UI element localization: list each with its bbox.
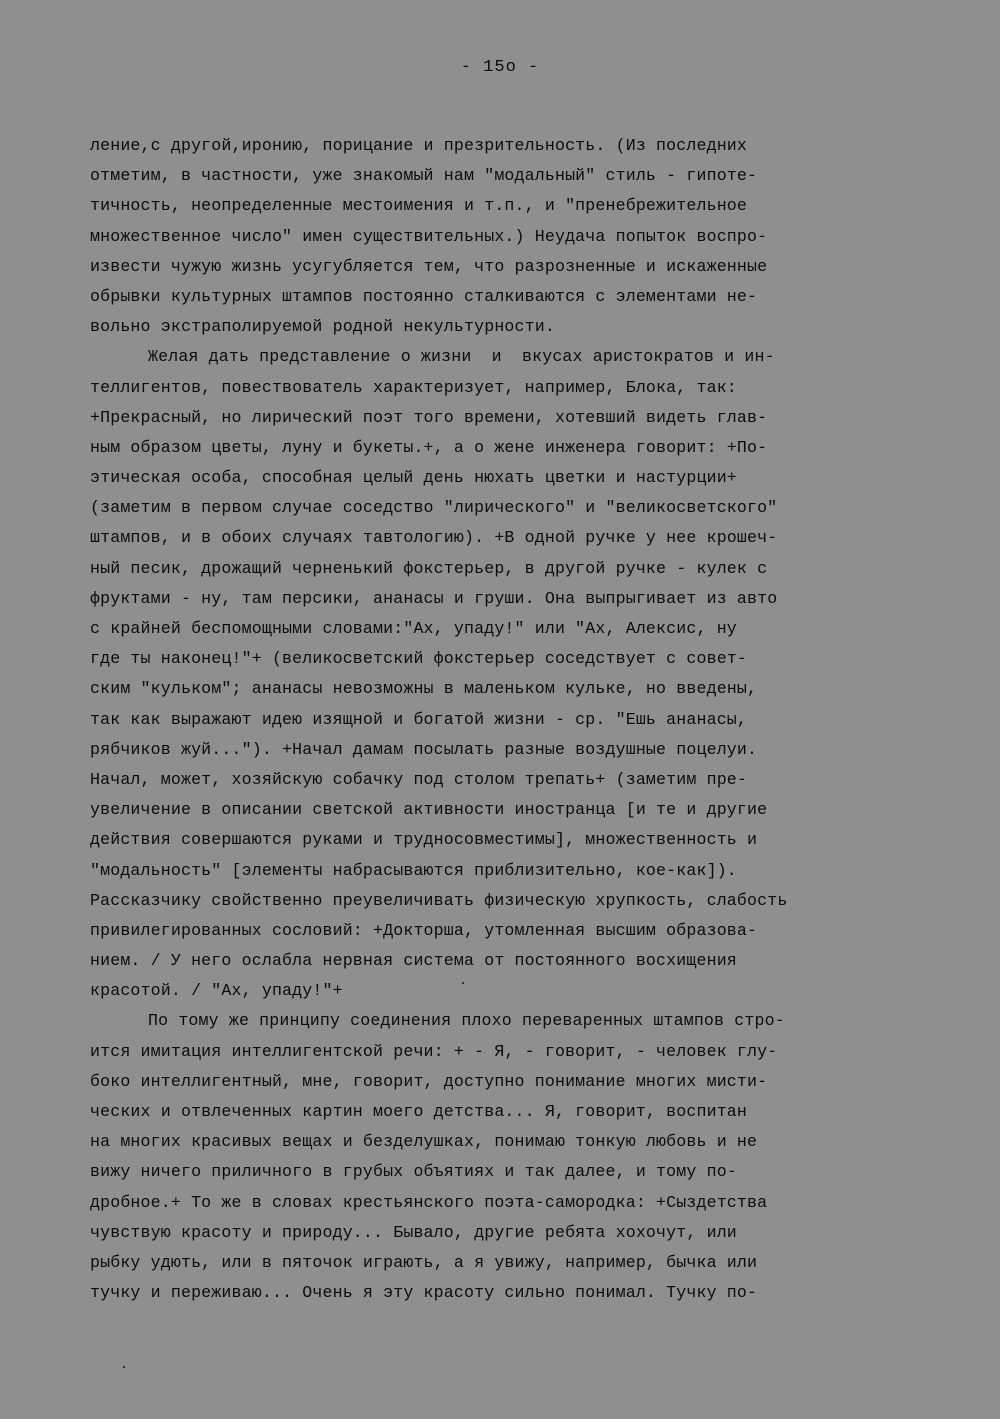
scan-speck: [462, 982, 464, 984]
text-line: ским "кульком"; ананасы невозможны в маленьком кульке, но введены,: [90, 679, 758, 699]
text-line: на многих красивых вещах и безделушках, понимаю тонкую любовь и не: [90, 1132, 758, 1152]
text-line: вижу ничего приличного в грубых объятиях и так далее, и тому по-: [90, 1162, 737, 1182]
text-line: где ты наконец!"+ (великосветский фокстерьер соседствует с совет-: [90, 649, 748, 669]
text-line: ление,с другой,иронию, порицание и презрительность. (Из последних: [90, 136, 748, 155]
text-line: ческих и отвлеченных картин моего детства... Я, говорит, воспитан: [90, 1102, 748, 1121]
text-line: +Прекрасный, но лирический поэт того времени, хотевший видеть глав-: [90, 407, 768, 427]
text-line: тичность, неопределенные местоимения и т.п., и "пренебрежительное: [90, 196, 748, 216]
text-line: (заметим в первом случае соседство "лирического" и "великосветского": [90, 498, 778, 518]
text-line: ный песик, дрожащий черненький фокстерьер, в другой ручке - кулек с: [90, 558, 768, 578]
text-line: вольно экстраполируемой родной некультурности.: [90, 317, 555, 337]
text-line: отметим, в частности, уже знакомый нам "модальный" стиль - гипоте-: [90, 166, 758, 186]
text-line: Желая дать представление о жизни и вкусах аристократов и ин-: [148, 347, 775, 367]
text-line: штампов, и в обоих случаях тавтологию). +В одной ручке у нее крошеч-: [90, 528, 778, 548]
text-line: теллигентов, повествователь характеризует, например, Блока, так:: [90, 377, 737, 397]
body-text: [90, 131, 920, 1308]
text-line: рыбку удють, или в пяточок играють, а я увижу, например, бычка или: [90, 1252, 758, 1272]
text-line: ится имитация интеллигентской речи: + - Я, - говорит, - человек глу-: [90, 1041, 778, 1061]
text-line: так как выражают идею изящной и богатой жизни - ср. "Ешь ананасы,: [90, 709, 748, 729]
text-line: Рассказчику свойственно преувеличивать физическую хрупкость, слабость: [90, 890, 788, 910]
text-line: красотой. / "Ах, упаду!"+: [90, 981, 343, 1001]
text-line: извести чужую жизнь усугубляется тем, что разрозненные и искаженные: [90, 256, 768, 276]
text-line: тучку и переживаю... Очень я эту красоту сильно понимал. Тучку по-: [90, 1283, 758, 1303]
text-line: рябчиков жуй..."). +Начал дамам посылать разные воздушные поцелуи.: [90, 739, 758, 759]
text-line: чувствую красоту и природу... Бывало, другие ребята хохочут, или: [90, 1222, 737, 1242]
text-line: По тому же принципу соединения плохо переваренных штампов стро-: [148, 1011, 785, 1031]
text-line: привилегированных сословий: +Докторша, утомленная высшим образова-: [90, 920, 758, 940]
text-line: фруктами - ну, там персики, ананасы и груши. Она выпрыгивает из авто: [90, 588, 778, 608]
text-line: "модальность" [элементы набрасываются приблизительно, кое-как]).: [90, 860, 737, 880]
text-line: увеличение в описании светской активности иностранца [и те и другие: [90, 800, 768, 820]
text-line: нием. / У него ослабла нервная система от постоянного восхищения: [90, 951, 737, 971]
text-line: обрывки культурных штампов постоянно сталкиваются с элементами не-: [90, 286, 758, 306]
page-number: - 15o -: [460, 58, 540, 77]
scan-speck: [123, 1366, 125, 1368]
text-line: боко интеллигентный, мне, говорит, доступно понимание многих мисти-: [90, 1071, 768, 1091]
text-line: действия совершаются руками и трудносовместимы], множественность и: [90, 830, 758, 850]
text-line: множественное число" имен существительных.) Неудача попыток воспро-: [90, 226, 768, 246]
text-line: с крайней беспомощными словами:"Ах, упаду!" или "Ах, Алексис, ну: [90, 619, 737, 638]
text-line: дробное.+ То же в словах крестьянского поэта-самородка: +Сыздетства: [90, 1192, 768, 1212]
text-line: ным образом цветы, луну и букеты.+, а о жене инженера говорит: +По-: [90, 437, 768, 457]
text-line: этическая особа, способная целый день нюхать цветки и настурции+: [90, 468, 737, 488]
text-line: Начал, может, хозяйскую собачку под столом трепать+ (заметим пре-: [90, 769, 748, 789]
